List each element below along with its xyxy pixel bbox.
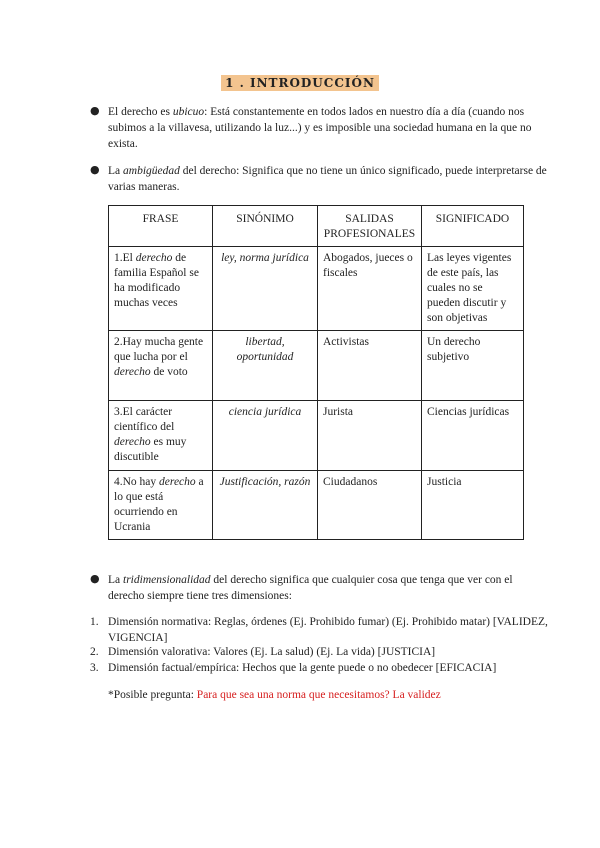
table-row: [109, 401, 524, 471]
list-item: 1. Dimensión normativa: Reglas, órdenes (Ej. Prohibido fumar) (Ej. Prohibido matar) [VALIDEZ, VIGENCIA]: [90, 616, 548, 644]
cell-sinonimo: Justificación, razón: [213, 471, 318, 540]
header-sinonimo: SINÓNIMO: [213, 206, 318, 247]
cell-frase: 2.Hay mucha gente que lucha por el derecho de voto: [109, 331, 213, 401]
cell-sinonimo: libertad, oportunidad: [213, 331, 318, 401]
cell-significado: Las leyes vigentes de este país, las cuales no se pueden discutir y son objetivas: [422, 247, 524, 331]
header-significado: SIGNIFICADO: [422, 206, 524, 247]
bullet-icon: ●: [90, 572, 100, 585]
cell-salidas: Ciudadanos: [318, 471, 422, 540]
possible-question-note: *Posible pregunta: Para que sea una norma que necesitamos? La validez: [108, 689, 441, 701]
cell-salidas: Activistas: [318, 331, 422, 401]
cell-salidas: Jurista: [318, 401, 422, 471]
cell-significado: Un derecho subjetivo: [422, 331, 524, 401]
section-title-text: 1 . INTRODUCCIÓN: [221, 75, 379, 91]
cell-sinonimo: ley, norma jurídica: [213, 247, 318, 331]
cell-frase: 1.El derecho de familia Español se ha modificado muchas veces: [109, 247, 213, 331]
cell-frase: 3.El carácter científico del derecho es muy discutible: [109, 401, 213, 471]
table-header-row: [109, 206, 524, 247]
table-row: [109, 247, 524, 331]
bullet-icon: ●: [90, 163, 100, 176]
list-item: 2. Dimensión valorativa: Valores (Ej. La salud) (Ej. La vida) [JUSTICIA]: [90, 646, 436, 658]
header-frase: FRASE: [109, 206, 213, 247]
answer-text: Para que sea una norma que necesitamos? La validez: [196, 689, 441, 701]
cell-sinonimo: ciencia jurídica: [213, 401, 318, 471]
header-salidas: SALIDAS PROFESIONALES: [318, 206, 422, 247]
cell-salidas: Abogados, jueces o fiscales: [318, 247, 422, 331]
cell-frase: 4.No hay derecho a lo que está ocurriendo en Ucrania: [109, 471, 213, 540]
meanings-table: [108, 205, 524, 540]
cell-significado: Justicia: [422, 471, 524, 540]
list-item: 3. Dimensión factual/empírica: Hechos que la gente puede o no obedecer [EFICACIA]: [90, 662, 497, 674]
paragraph-ambiguedad: La ambigüedad del derecho: Significa que no tiene un único significado, puede interpretarse de varias maneras.: [108, 165, 547, 193]
section-title: [0, 72, 600, 91]
table-row: [109, 331, 524, 401]
table-row: [109, 471, 524, 540]
bullet-icon: ●: [90, 104, 100, 117]
paragraph-ubicuo: El derecho es ubicuo: Está constantemente en todos lados en nuestro día a día (cuando nos subimos a la villavesa, utilizando la luz...) y es imposible una sociedad humana en la que no exista.: [108, 106, 532, 150]
cell-significado: Ciencias jurídicas: [422, 401, 524, 471]
paragraph-tridimensionalidad: La tridimensionalidad del derecho significa que cualquier cosa que tenga que ver con el derecho siempre tiene tres dimensiones:: [108, 574, 513, 602]
